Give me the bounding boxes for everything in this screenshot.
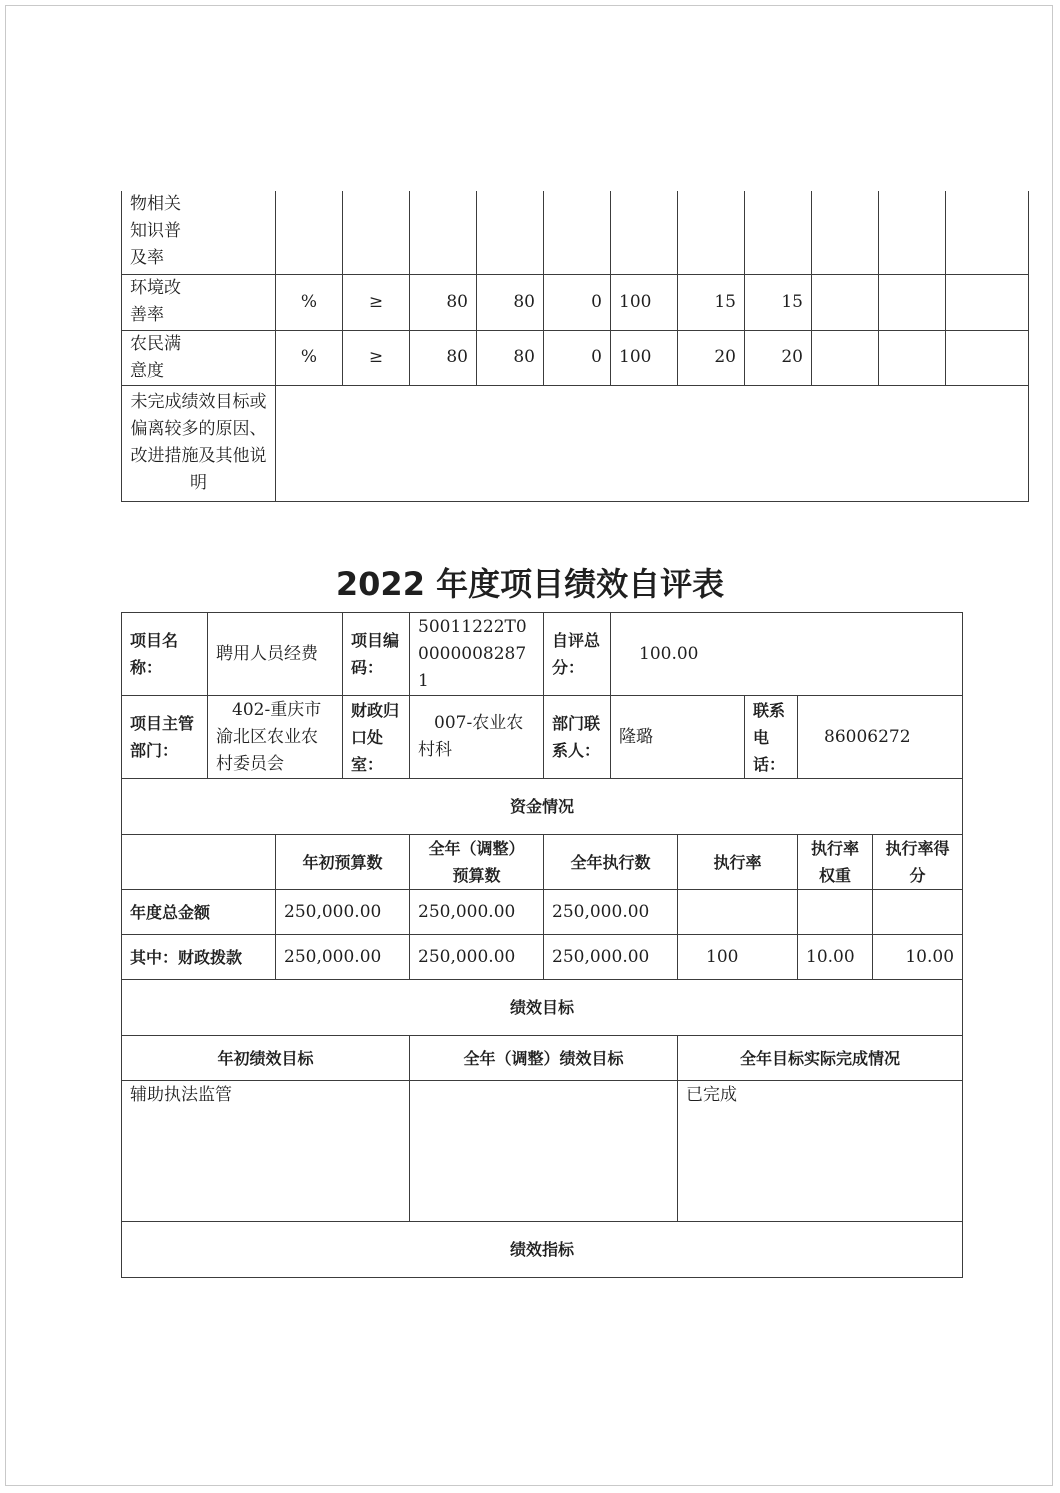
funds-header-adjusted: 全年（调整）预算数 xyxy=(410,835,544,890)
indicator-value: 80 xyxy=(477,274,544,330)
funds-executed: 250,000.00 xyxy=(544,890,678,935)
goal-actual: 已完成 xyxy=(678,1081,963,1222)
indicator-value: 0 xyxy=(544,274,611,330)
funds-header-weight: 执行率权重 xyxy=(798,835,873,890)
dept-value: 402-重庆市渝北区农业农村委员会 xyxy=(208,696,343,779)
table-row xyxy=(122,1081,963,1222)
funds-header-rate: 执行率 xyxy=(678,835,798,890)
indicators-section-title: 绩效指标 xyxy=(122,1222,963,1278)
indicator-cell xyxy=(879,191,946,274)
project-code-label: 项目编码： xyxy=(343,613,410,696)
table-row xyxy=(122,779,963,835)
contact-value: 隆璐 xyxy=(611,696,745,779)
funds-header-blank xyxy=(122,835,276,890)
indicator-unit xyxy=(276,191,343,274)
funds-weight xyxy=(798,890,873,935)
indicator-value: 80 xyxy=(410,274,477,330)
funds-score xyxy=(873,890,963,935)
indicator-operator: ≥ xyxy=(343,274,410,330)
funds-adjusted: 250,000.00 xyxy=(410,935,544,980)
table-row xyxy=(122,330,1029,385)
indicator-unit: % xyxy=(276,330,343,385)
goals-section-title: 绩效目标 xyxy=(122,980,963,1036)
indicator-operator: ≥ xyxy=(343,330,410,385)
table-row xyxy=(122,935,963,980)
goals-header-adjusted: 全年（调整）绩效目标 xyxy=(410,1036,678,1081)
funds-section-title: 资金情况 xyxy=(122,779,963,835)
indicator-cell xyxy=(812,191,879,274)
indicator-cell xyxy=(879,274,946,330)
funds-rate: 100 xyxy=(678,935,798,980)
indicator-value: 0 xyxy=(544,330,611,385)
indicator-operator xyxy=(343,191,410,274)
project-name-label: 项目名称： xyxy=(122,613,208,696)
indicator-value xyxy=(678,191,745,274)
indicator-name: 农民满意度 xyxy=(122,330,276,385)
phone-value: 86006272 xyxy=(798,696,963,779)
indicator-value: 15 xyxy=(745,274,812,330)
page-title: 2022 年度项目绩效自评表 xyxy=(335,565,725,603)
goals-header-actual: 全年目标实际完成情况 xyxy=(678,1036,963,1081)
indicator-name: 环境改善率 xyxy=(122,274,276,330)
funds-budget: 250,000.00 xyxy=(276,935,410,980)
table-row xyxy=(122,1036,963,1081)
table-row xyxy=(122,890,963,935)
table-row xyxy=(122,980,963,1036)
indicator-cell xyxy=(946,274,1029,330)
indicator-cell xyxy=(879,330,946,385)
funds-header-executed: 全年执行数 xyxy=(544,835,678,890)
funds-adjusted: 250,000.00 xyxy=(410,890,544,935)
funds-row-label: 年度总金额 xyxy=(122,890,276,935)
table-row xyxy=(122,191,1029,274)
funds-weight: 10.00 xyxy=(798,935,873,980)
goal-adjusted xyxy=(410,1081,678,1222)
table-row xyxy=(122,835,963,890)
contact-label: 部门联系人： xyxy=(544,696,611,779)
indicator-value xyxy=(611,191,678,274)
funds-budget: 250,000.00 xyxy=(276,890,410,935)
indicator-value: 100 xyxy=(611,330,678,385)
indicator-value: 20 xyxy=(745,330,812,385)
score-label: 自评总分： xyxy=(544,613,611,696)
indicator-table-continued xyxy=(121,191,1029,502)
indicator-unit: % xyxy=(276,274,343,330)
indicator-value: 100 xyxy=(611,274,678,330)
indicator-value xyxy=(745,191,812,274)
funds-header-score: 执行率得分 xyxy=(873,835,963,890)
project-name-value: 聘用人员经费 xyxy=(208,613,343,696)
funds-header-budget: 年初预算数 xyxy=(276,835,410,890)
goals-header-initial: 年初绩效目标 xyxy=(122,1036,410,1081)
funds-row-label: 其中：财政拨款 xyxy=(122,935,276,980)
table-row xyxy=(122,613,963,696)
indicator-cell xyxy=(946,330,1029,385)
score-value: 100.00 xyxy=(611,613,963,696)
table-row xyxy=(122,696,963,779)
table-row xyxy=(122,1222,963,1278)
indicator-name: 物相关知识普及率 xyxy=(122,191,276,274)
table-row xyxy=(122,385,1029,501)
notes-label: 未完成绩效目标或偏离较多的原因、改进措施及其他说明 xyxy=(122,385,276,501)
indicator-value: 80 xyxy=(477,330,544,385)
indicator-value: 20 xyxy=(678,330,745,385)
notes-value xyxy=(276,385,1029,501)
phone-label: 联系电话： xyxy=(745,696,798,779)
indicator-cell xyxy=(946,191,1029,274)
project-code-value: 50011222T000000082871 xyxy=(410,613,544,696)
table-row xyxy=(122,274,1029,330)
funds-rate xyxy=(678,890,798,935)
indicator-value xyxy=(544,191,611,274)
indicator-cell xyxy=(812,330,879,385)
finance-label: 财政归口处室： xyxy=(343,696,410,779)
indicator-cell xyxy=(812,274,879,330)
dept-label: 项目主管部门： xyxy=(122,696,208,779)
indicator-value xyxy=(477,191,544,274)
finance-value: 007-农业农村科 xyxy=(410,696,544,779)
goal-initial: 辅助执法监管 xyxy=(122,1081,410,1222)
indicator-value xyxy=(410,191,477,274)
indicator-value: 15 xyxy=(678,274,745,330)
self-evaluation-form xyxy=(121,612,963,1278)
indicator-value: 80 xyxy=(410,330,477,385)
funds-score: 10.00 xyxy=(873,935,963,980)
funds-executed: 250,000.00 xyxy=(544,935,678,980)
